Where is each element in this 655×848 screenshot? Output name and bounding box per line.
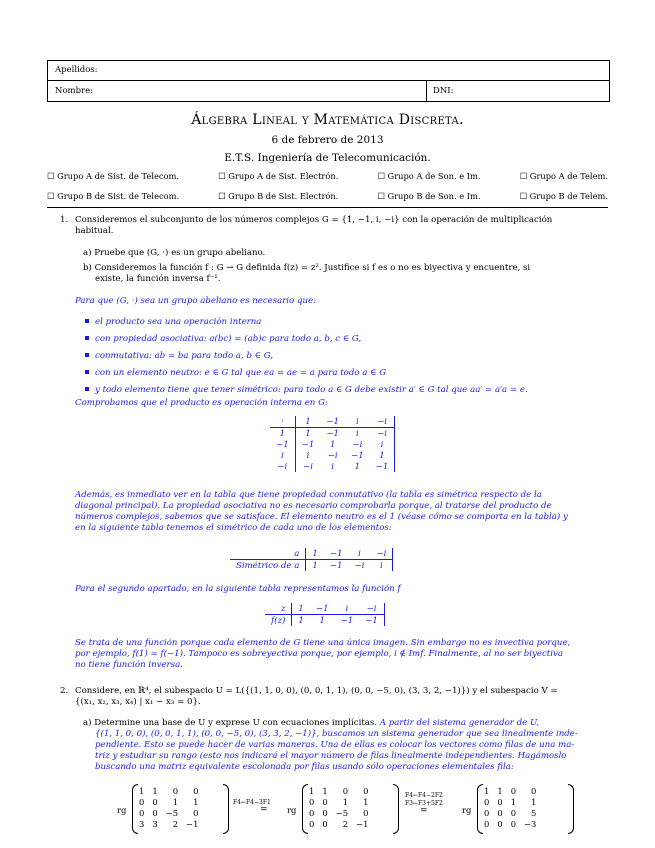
q2a-answer-start: A partir del sistema generador de U, (379, 718, 540, 728)
bullet-icon (85, 370, 89, 374)
paragraph-line: en la siguiente tabla tenemos el simétrico de cada uno de los elementos: (75, 523, 392, 533)
list-item: conmutativa: ab = ba para todo a, b ∈ G, (85, 348, 605, 365)
q2-part-a (83, 718, 605, 773)
row-operation: F3←F3+5F2 (405, 800, 443, 807)
group-checkbox[interactable]: ☐ Grupo B de Telem. (519, 191, 608, 201)
rank-label: rg (287, 805, 297, 815)
matrix-1: 1 1 0 0 0 0 1 1 0 0 −5 0 3 3 2 −1 (139, 785, 199, 829)
q1-comprobamos: Comprobamos que el producto es operación interna en G: (75, 398, 328, 408)
paragraph-line: por ejemplo, f(1) = f(−1). Tampoco es sobreyectiva porque, por ejemplo, i ∉ Imf. Finalmente, al no ser biyectiva (75, 649, 563, 659)
q1-part-b (83, 263, 605, 285)
group-checkbox[interactable]: ☐ Grupo A de Sist. de Telecom. (47, 171, 180, 181)
q1-conclusion (75, 638, 605, 671)
bullet-icon (85, 336, 89, 340)
rank-label: rg (117, 805, 127, 815)
row-operation: F4←F4−3F1 (233, 799, 271, 806)
multiplication-table: · 1 −1 i −i 1 1 −1 i −i −1 −1 1 −i i i i −i −1 1 −i −i i 1 −1 (270, 416, 395, 472)
matrix-bracket-right (393, 784, 399, 834)
group-checkbox[interactable]: ☐ Grupo A de Telem. (519, 171, 608, 181)
rank-label: rg (462, 805, 472, 815)
group-checkbox[interactable]: ☐ Grupo B de Sist. de Telecom. (47, 191, 180, 201)
q2-number: 2. (60, 686, 69, 696)
equals-sign: = (420, 806, 428, 816)
q1-segundo: Para el segundo apartado, en la siguiente tabla representamos la función f (75, 584, 401, 594)
matrix-bracket-right (223, 784, 229, 834)
group-checkbox[interactable]: ☐ Grupo A de Son. e Im. (377, 171, 481, 181)
q2a-answer-line: triz y estudiar su rango (esto nos indicará el mayor número de filas linealmente independientes. Hagámoslo (95, 751, 567, 761)
exam-date: 6 de febrero de 2013 (271, 134, 384, 146)
q2-statement (75, 686, 605, 708)
group-checkbox[interactable]: ☐ Grupo B de Sist. Electrón. (218, 191, 339, 201)
bullet-icon (85, 387, 89, 391)
group-checkboxes (47, 171, 608, 211)
q1b-line: b) Consideremos la función f : G → G definida f(z) = z². Justifice si f es o no es biyectiva y encuentre, si (83, 263, 531, 273)
q1b-line: existe, la función inversa f⁻¹. (95, 274, 221, 284)
q2a-answer-line: pendiente. Esto se puede hacer de varias maneras. Una de ellas es colocar los vectores como filas de una ma- (95, 740, 575, 750)
q2a-answer-line: buscando una matriz equivalente escolonada por filas usando sólo operaciones elementales fila: (95, 762, 514, 772)
list-item: y todo elemento tiene que tener simétrico: para todo a ∈ G debe existir a′ ∈ G tal que aa′ = a′a = e. (85, 382, 605, 399)
q1-statement (75, 215, 605, 237)
q2-line: {(x₁, x₂, x₃, x₄) | x₁ − x₃ = 0}. (75, 697, 201, 707)
apellidos-label: Apellidos: (55, 65, 98, 75)
q2a-question: a) Determine una base de U y exprese U con ecuaciones implícitas. (83, 718, 378, 728)
symmetric-table: a 1 −1 i −i Simétrico de a 1 −1 −i i (230, 548, 393, 571)
q1-number: 1. (60, 215, 69, 225)
q2-line: Considere, en ℝ⁴, el subespacio U = L({(1, 1, 0, 0), (0, 0, 1, 1), (0, 0, −5, 0), (3, 3, 2, −1)}) y el subespacio V = (75, 686, 558, 696)
paragraph-line: Además, es inmediato ver en la tabla que tiene propiedad conmutativo (la tabla es simétrica respecto de la (75, 490, 542, 500)
function-table: z 1 −1 i −i f(z) 1 1 −1 −1 (265, 603, 385, 626)
paragraph-line: Se trata de una función porque cada elemento de G tiene una única imagen. Sin embargo no es invectiva porque, (75, 638, 571, 648)
row-operation: F4←F4−2F2 (405, 792, 443, 799)
group-checkbox[interactable]: ☐ Grupo B de Son. e Im. (377, 191, 481, 201)
nombre-label: Nombre: (55, 86, 94, 96)
q1-part-a: a) Pruebe que (G, ·) es un grupo abeliano. (83, 248, 266, 258)
list-item: con un elemento neutro: e ∈ G tal que ea = ae = a para todo a ∈ G (85, 365, 605, 382)
student-info-box (47, 60, 610, 102)
q1-answer-intro: Para que (G, ·) sea un grupo abeliano es necesario que: (75, 296, 317, 306)
q1-ademas-paragraph (75, 490, 605, 534)
list-item: con propiedad asociativa: a(bc) = (ab)c para todo a, b, c ∈ G, (85, 331, 605, 348)
matrix-2: 1 1 0 0 0 0 1 1 0 0 −5 0 0 0 2 −1 (309, 785, 369, 829)
q2a-answer-line: {(1, 1, 0, 0), (0, 0, 1, 1), (0, 0, −5, 0), (3, 3, 2, −1)}, buscamos un sistema generador que sea linealmente inde- (95, 729, 578, 739)
box-divider (426, 81, 427, 101)
dni-label: DNI: (433, 86, 454, 96)
group-checkbox[interactable]: ☐ Grupo A de Sist. Electrón. (218, 171, 339, 181)
matrix-3: 1 1 0 0 0 0 1 1 0 0 0 5 0 0 0 −3 (484, 785, 537, 829)
q1-line: habitual. (75, 226, 114, 236)
list-item: el producto sea una operación interna (85, 314, 605, 331)
paragraph-line: diagonal principal). La propiedad asociativa no es necesario comprobarla porque, al tratarse del producto de (75, 501, 552, 511)
q1-line: Consideremos el subconjunto de los números complejos G = {1, −1, i, −i} con la operación de multiplicación (75, 215, 553, 225)
equals-sign: = (260, 805, 268, 815)
separator-line (47, 207, 608, 208)
paragraph-line: no tiene función inversa. (75, 660, 183, 670)
property-list (85, 314, 605, 399)
matrix-bracket-right (568, 784, 574, 834)
bullet-icon (85, 319, 89, 323)
exam-title: Álgebra Lineal y Matemática Discreta. (191, 112, 464, 128)
paragraph-line: números complejos, sabemos que se satisface. El elemento neutro es el 1 (véase cómo se comporta en la tabla) y (75, 512, 568, 522)
bullet-icon (85, 353, 89, 357)
school-name: E.T.S. Ingeniería de Telecomunicación. (224, 152, 431, 164)
